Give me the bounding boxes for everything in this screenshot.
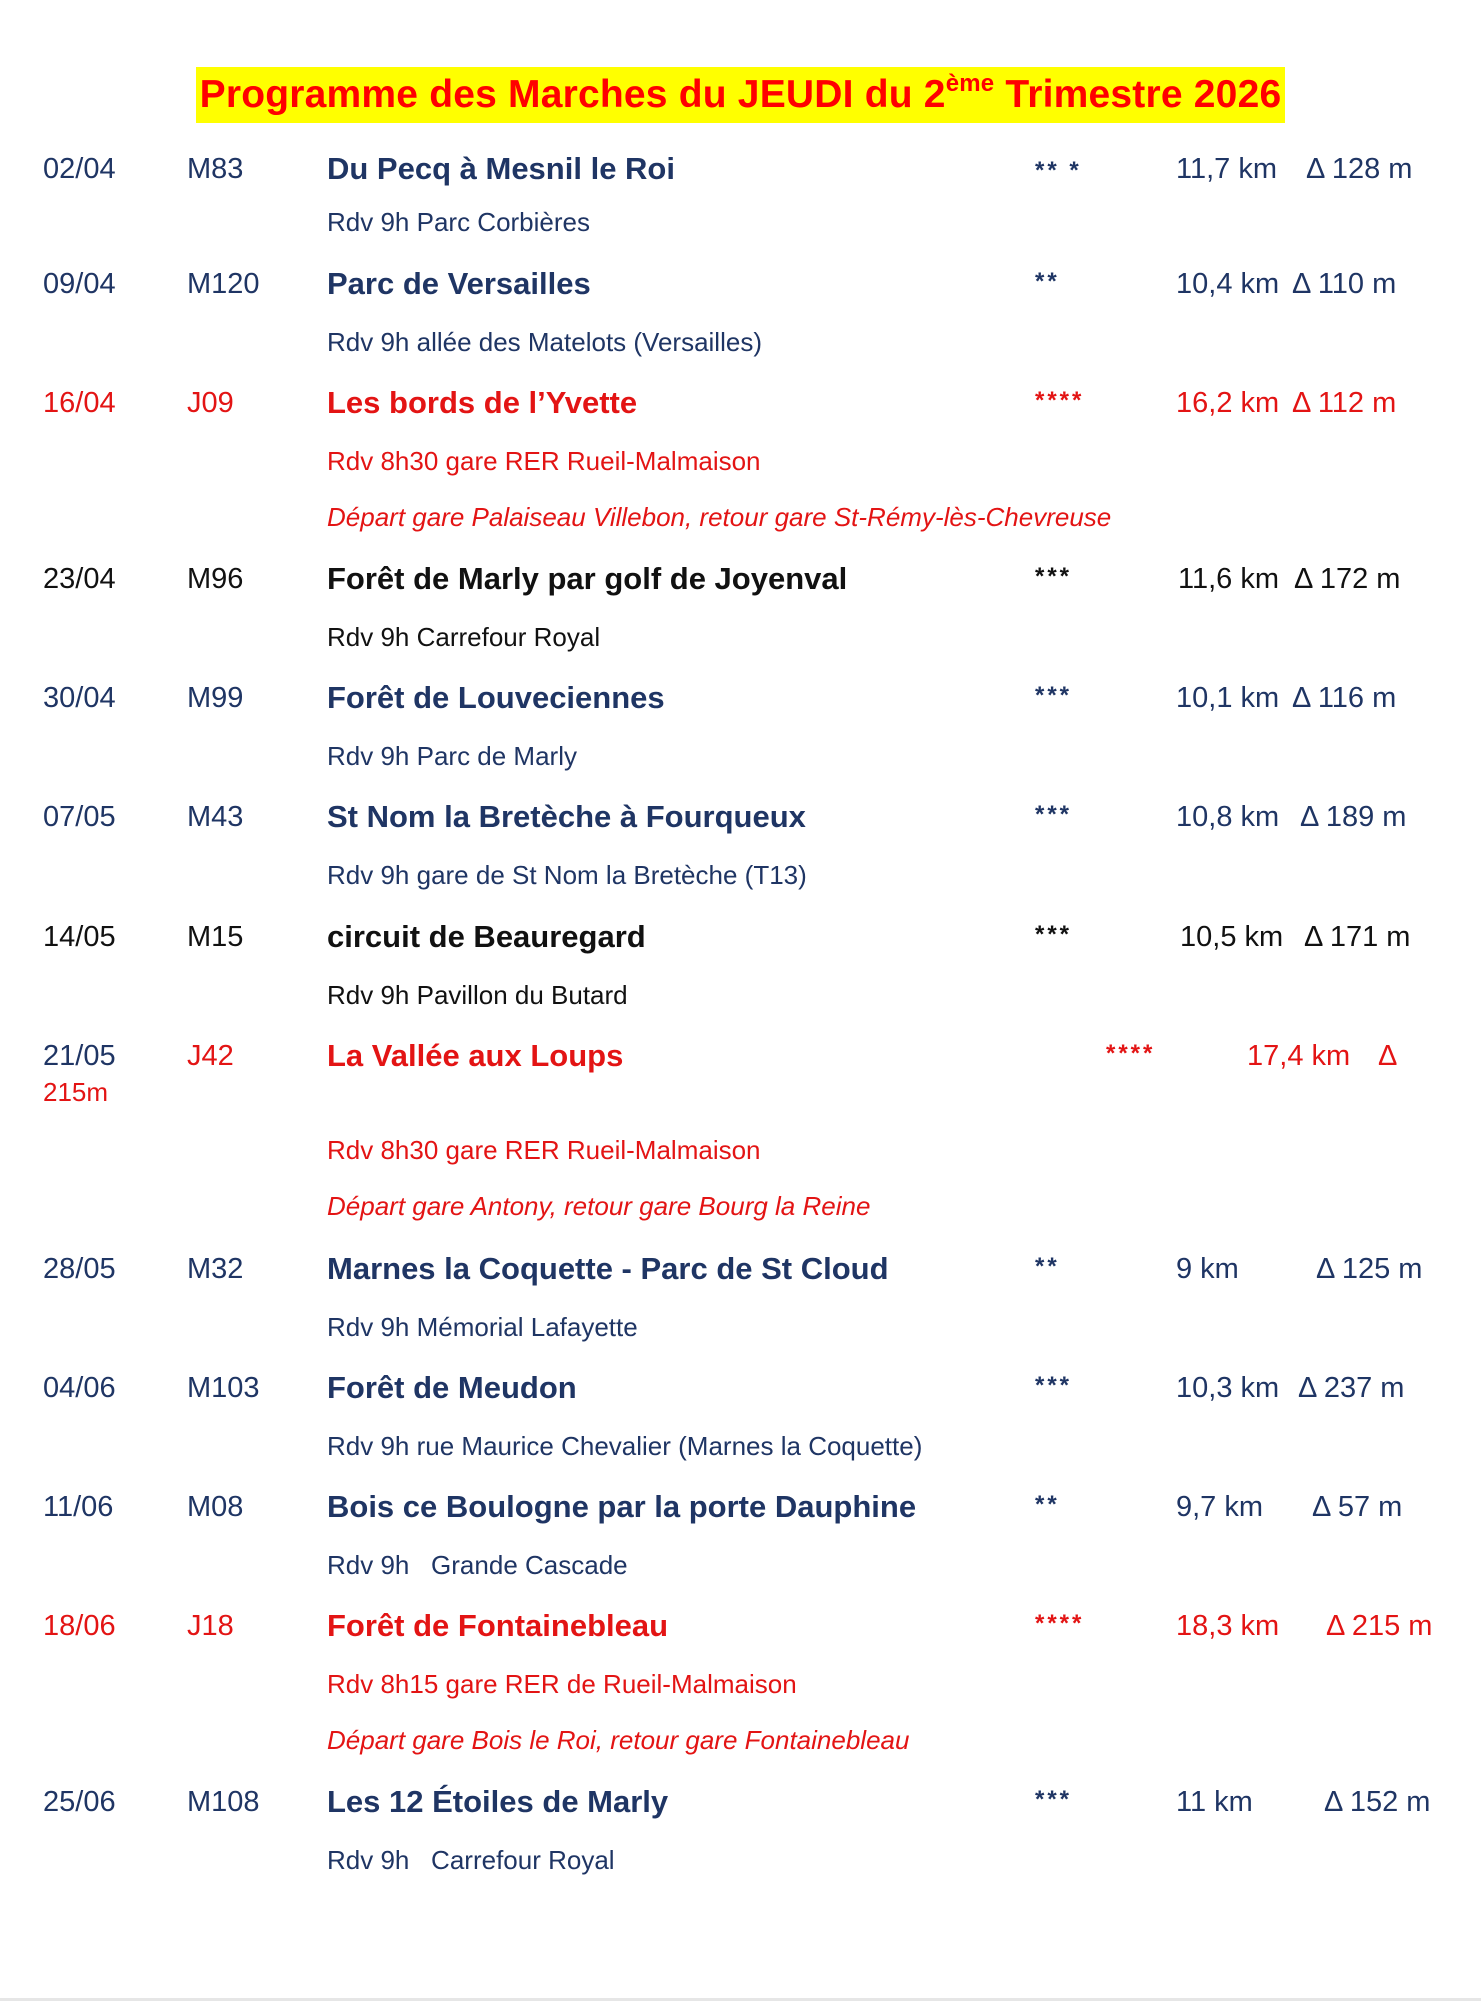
walk-name: Forêt de Meudon [327, 1370, 577, 1405]
walk-elevation: Δ 189 m [1300, 801, 1407, 833]
walk-elevation: Δ 116 m [1292, 682, 1397, 714]
walk-code: M120 [187, 268, 260, 300]
walk-code: M96 [187, 563, 244, 595]
walk-name: Marnes la Coquette - Parc de St Cloud [327, 1251, 889, 1286]
difficulty-stars: ** [1035, 1491, 1060, 1518]
walk-distance: 16,2 km [1176, 387, 1280, 419]
walk-elevation: Δ 112 m [1292, 387, 1397, 419]
walk-name: St Nom la Bretèche à Fourqueux [327, 799, 806, 834]
page-bottom-divider [0, 1998, 1481, 2001]
walk-distance: 10,1 km [1176, 682, 1280, 714]
difficulty-stars: *** [1035, 563, 1073, 590]
walk-elevation: Δ 152 m [1324, 1786, 1431, 1818]
walk-date: 25/06 [43, 1786, 116, 1818]
walk-code: J18 [187, 1610, 234, 1642]
difficulty-stars: *** [1035, 682, 1073, 709]
title-main: Programme des Marches du JEUDI du 2 [199, 73, 946, 116]
meeting-point: Rdv 9h Carrefour Royal [327, 622, 601, 652]
title-end: Trimestre 2026 [994, 73, 1282, 116]
route-note: Départ gare Bois le Roi, retour gare Fontainebleau [327, 1725, 910, 1755]
walk-code: M43 [187, 801, 244, 833]
walk-elevation: Δ 237 m [1298, 1372, 1405, 1404]
walk-code: M15 [187, 921, 244, 953]
walk-distance: 11,7 km [1176, 153, 1278, 185]
walk-name: La Vallée aux Loups [327, 1038, 624, 1073]
walk-distance: 17,4 km [1247, 1040, 1351, 1072]
meeting-point: Rdv 9h Pavillon du Butard [327, 980, 628, 1010]
route-note: Départ gare Antony, retour gare Bourg la Reine [327, 1191, 871, 1221]
walk-date: 07/05 [43, 801, 116, 833]
walk-name: Forêt de Fontainebleau [327, 1608, 669, 1643]
meeting-point: Rdv 9h Parc de Marly [327, 741, 577, 771]
walk-code: M103 [187, 1372, 260, 1404]
meeting-point: Rdv 9h allée des Matelots (Versailles) [327, 327, 762, 357]
walk-elevation: Δ 57 m [1312, 1491, 1403, 1523]
difficulty-stars: **** [1106, 1040, 1156, 1067]
difficulty-stars: *** [1035, 1372, 1073, 1399]
walk-date: 11/06 [43, 1491, 114, 1523]
walk-date: 16/04 [43, 387, 116, 419]
meeting-point: Rdv 9h gare de St Nom la Bretèche (T13) [327, 860, 807, 890]
page-title [196, 67, 1286, 123]
walk-name: circuit de Beauregard [327, 919, 646, 954]
walk-name: Parc de Versailles [327, 266, 591, 301]
walk-date: 18/06 [43, 1610, 116, 1642]
walk-code: J42 [187, 1040, 234, 1072]
meeting-point: Rdv 9h Parc Corbières [327, 207, 590, 237]
walk-elevation: Δ 128 m [1306, 153, 1413, 185]
difficulty-stars: ** [1035, 268, 1060, 295]
difficulty-stars: *** [1035, 801, 1073, 828]
walk-elevation: Δ 171 m [1304, 921, 1411, 953]
walk-code: M108 [187, 1786, 260, 1818]
meeting-point: Rdv 8h15 gare RER de Rueil-Malmaison [327, 1669, 797, 1699]
walk-code: M32 [187, 1253, 244, 1285]
walk-code: M83 [187, 153, 244, 185]
route-note: Départ gare Palaiseau Villebon, retour gare St-Rémy-lès-Chevreuse [327, 502, 1112, 532]
walk-code: J09 [187, 387, 234, 419]
difficulty-stars: ** * [1035, 157, 1082, 184]
walk-name: Les bords de l’Yvette [327, 385, 638, 420]
walk-code: M08 [187, 1491, 244, 1523]
title-container [0, 67, 1481, 123]
walk-name: Les 12 Étoiles de Marly [327, 1784, 669, 1819]
title-superscript: ème [945, 70, 995, 97]
walk-date: 21/05 [43, 1040, 116, 1072]
walk-date: 14/05 [43, 921, 116, 953]
walk-elevation-wrapped: 215m [43, 1077, 109, 1107]
walk-distance: 18,3 km [1176, 1610, 1280, 1642]
meeting-point: Rdv 9h rue Maurice Chevalier (Marnes la Coquette) [327, 1431, 923, 1461]
walk-name: Forêt de Louveciennes [327, 680, 665, 715]
walk-date: 04/06 [43, 1372, 116, 1404]
walk-distance: 9 km [1176, 1253, 1239, 1285]
walk-name: Bois ce Boulogne par la porte Dauphine [327, 1489, 917, 1524]
walk-distance: 10,5 km [1180, 921, 1284, 953]
walk-date: 02/04 [43, 153, 116, 185]
walk-date: 28/05 [43, 1253, 116, 1285]
meeting-point: Rdv 8h30 gare RER Rueil-Malmaison [327, 446, 761, 476]
walk-date: 09/04 [43, 268, 116, 300]
difficulty-stars: ** [1035, 1253, 1060, 1280]
meeting-point: Rdv 9h Grande Cascade [327, 1550, 628, 1580]
walk-distance: 11,6 km [1178, 563, 1280, 595]
difficulty-stars: *** [1035, 921, 1073, 948]
walk-date: 30/04 [43, 682, 116, 714]
walk-elevation: Δ [1378, 1040, 1398, 1072]
walk-distance: 10,4 km [1176, 268, 1280, 300]
walk-code: M99 [187, 682, 244, 714]
walk-elevation: Δ 215 m [1326, 1610, 1433, 1642]
walk-date: 23/04 [43, 563, 116, 595]
walk-name: Forêt de Marly par golf de Joyenval [327, 561, 848, 596]
walk-distance: 9,7 km [1176, 1491, 1264, 1523]
walk-elevation: Δ 125 m [1316, 1253, 1423, 1285]
meeting-point: Rdv 9h Mémorial Lafayette [327, 1312, 638, 1342]
meeting-point: Rdv 9h Carrefour Royal [327, 1845, 615, 1875]
walk-elevation: Δ 110 m [1292, 268, 1397, 300]
walk-distance: 10,8 km [1176, 801, 1280, 833]
walk-distance: 10,3 km [1176, 1372, 1280, 1404]
walk-name: Du Pecq à Mesnil le Roi [327, 151, 675, 186]
difficulty-stars: **** [1035, 1610, 1085, 1637]
walk-distance: 11 km [1176, 1786, 1253, 1818]
meeting-point: Rdv 8h30 gare RER Rueil-Malmaison [327, 1135, 761, 1165]
difficulty-stars: **** [1035, 387, 1085, 414]
difficulty-stars: *** [1035, 1786, 1073, 1813]
walk-elevation: Δ 172 m [1294, 563, 1401, 595]
